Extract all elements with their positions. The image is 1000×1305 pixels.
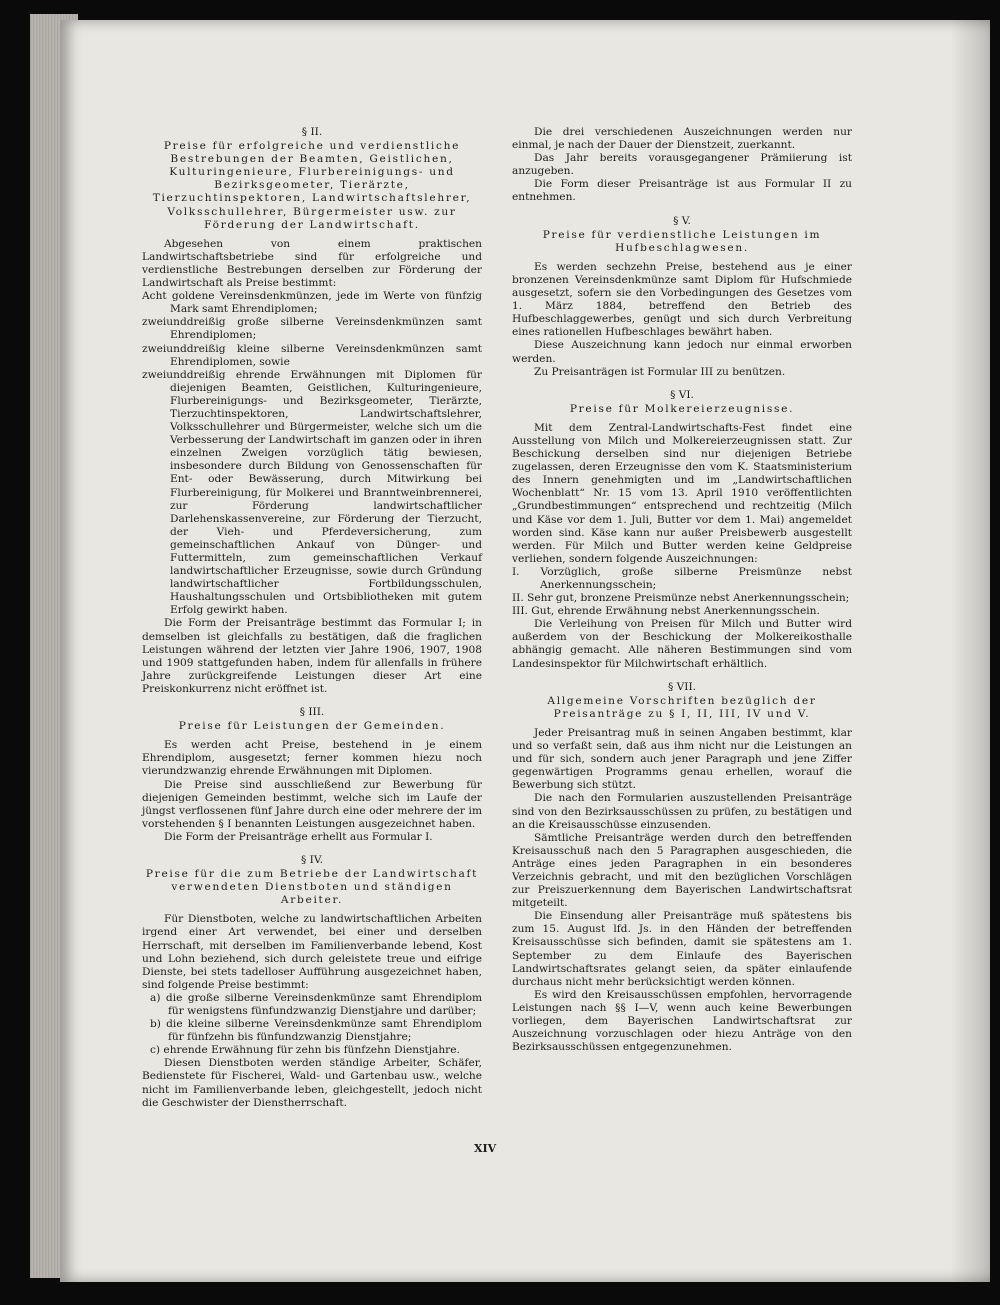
section-title: Preise für die zum Betriebe der Landwirtschaft verwendeten Dienstboten und ständigen Arbeiter. [145, 868, 479, 907]
list-item: II. Sehr gut, bronzene Preismünze nebst Anerkennungsschein; [512, 592, 850, 605]
paragraph: Die Einsendung aller Preisanträge muß spätestens bis zum 15. August lfd. Js. in den Händen der betreffenden Kreisausschüsse sich befinden, damit sie spätestens am 1. September zu dem Einlaufe des Bayerischen Landwirtschaftsrates gelangt seien, da später einlaufende durchaus nicht mehr berücksichtigt werden können. [512, 910, 852, 988]
paragraph: Sämtliche Preisanträge werden durch den betreffenden Kreisausschuß nach den 5 Paragraphen ausgeschieden, die Anträge eines jeden Paragraphen in ein besonderes Verzeichnis gebracht, und mit den bezüglichen Vorschlägen zur Preiszuerkennung dem Bayerischen Landwirtschaftsrat mitgeteilt. [512, 831, 852, 910]
paragraph: Es werden sechzehn Preise, bestehend aus je einer bronzenen Vereinsdenkmünze samt Diplom für Hufschmiede ausgesetzt, sofern sie den Vorbedingungen des Gesetzes vom 1. März 1884, betreffend den Betrieb des Hufbeschlaggewerbes, genügt und sich durch Verbreitung eines rationellen Hufbeschlages bewährt haben. [512, 260, 852, 339]
list-item: III. Gut, ehrende Erwähnung nebst Anerkennungsschein. [512, 605, 820, 618]
section-number: § VII. [667, 680, 697, 693]
right-column [512, 126, 852, 1054]
section-title: Preise für Leistungen der Gemeinden. [178, 720, 446, 733]
section-title: Preise für Molkereierzeugnisse. [569, 402, 795, 415]
section-number: § VI. [670, 388, 694, 401]
paragraph: Es wird den Kreisausschüssen empfohlen, hervorragende Leistungen nach §§ I—V, wenn auch keine Bewerbungen vorliegen, dem Bayerischen Landwirtschaftsrat zur Auszeichnung vorzuschlagen oder hiezu Anträge von den Bezirksausschüssen entgegenzunehmen. [512, 988, 852, 1054]
list-item: c) ehrende Erwähnung für zehn bis fünfzehn Dienstjahre. [150, 1044, 460, 1057]
list-item: Acht goldene Vereinsdenkmünzen, jede im Werte von fünfzig Mark samt Ehrendiplomen; [142, 290, 482, 316]
section-title: Allgemeine Vorschriften bezüglich der Preisanträge zu § I, II, III, IV und V. [547, 694, 817, 720]
section-title: Preise für verdienstliche Leistungen im Hufbeschlagwesen. [542, 228, 822, 254]
paragraph: Abgesehen von einem praktischen Landwirtschaftsbetriebe sind für erfolgreiche und verdienstliche Bestrebungen derselben zur Förderung der Landwirtschaft als Preise bestimmt: [142, 237, 482, 290]
list-item: zweiunddreißig große silberne Vereinsdenkmünzen samt Ehrendiplomen; [142, 316, 482, 342]
paragraph: Die Form dieser Preisanträge ist aus Formular II zu entnehmen. [512, 178, 852, 204]
section-number: § III. [299, 706, 325, 719]
paragraph: Diesen Dienstboten werden ständige Arbeiter, Schäfer, Bedienstete für Fischerei, Wald- und Gartenbau usw., welche nicht im Familienverbande leben, gleichgestellt, jedoch nicht die Geschwister der Dienstherrschaft. [142, 1057, 482, 1109]
paragraph: Jeder Preisantrag muß in seinen Angaben bestimmt, klar und so verfaßt sein, daß aus ihm nicht nur die Leistungen an und für sich, sondern auch jener Paragraph und jene Ziffer gegenwärtigen Programms genau erhellen, worauf die Bewerbung sich stützt. [512, 726, 852, 792]
paragraph: Die Verleihung von Preisen für Milch und Butter wird außerdem von der Beschickung der Molkereikosthalle abhängig gemacht. Alle näheren Bestimmungen sind vom Landesinspektor für Milchwirtschaft erhältlich. [512, 618, 852, 670]
paragraph: Für Dienstboten, welche zu landwirtschaftlichen Arbeiten irgend einer Art verwendet, bei einer und derselben Herrschaft, mit derselben im Familienverbande lebend, Kost und Lohn beziehend, sich durch geleistete treue und eifrige Dienste, bei stets tadelloser Aufführung ausgezeichnet haben, sind folgende Preise bestimmt: [142, 913, 482, 991]
list-item: zweiunddreißig ehrende Erwähnungen mit Diplomen für diejenigen Beamten, Geistlichen, Kulturingenieure, Flurbereinigungs- und Bezirksgeometer, Tierärzte, Tierzuchtinspektoren, Landwirtschaftslehrer, Volksschullehrer und Bürgermeister, welche sich um die Verbesserung der Landwirtschaft im ganzen oder in ihren einzelnen Zweigen vorzüglich tätig bewiesen, insbesondere durch Bildung von Genossenschaften für Ent- oder Bewässerung, durch Mitwirkung bei Flurbereinigung, für Molkerei und Branntweinbrennerei, zur Förderung landwirtschaftlicher Darlehenskassenvereine, zur Förderung der Tierzucht, der Vieh- und Pferdeversicherung, zum gemeinschaftlichen Ankauf von Dünger- und Futtermitteln, zum gemeinschaftlichen Verkauf landwirtschaftlicher Erzeugnisse, sowie durch Gründung landwirtschaftlicher Fortbildungsschulen, Haushaltungsschulen und Ortsbibliotheken mit gutem Erfolg gewirkt haben. [142, 368, 482, 617]
paragraph: Die drei verschiedenen Auszeichnungen werden nur einmal, je nach der Dauer der Dienstzeit, zuerkannt. [512, 126, 852, 152]
list-item: zweiunddreißig kleine silberne Vereinsdenkmünzen samt Ehrendiplomen, sowie [142, 342, 482, 368]
section-number: § V. [673, 214, 691, 227]
list-item: b) die kleine silberne Vereinsdenkmünze samt Ehrendiplom für fünfzehn bis fünfundzwanzig Dienstjahre; [150, 1018, 482, 1044]
page-shadow [950, 20, 990, 1282]
section-number: § II. [301, 126, 323, 138]
list-item: I. Vorzüglich, große silberne Preismünze nebst Anerkennungsschein; [512, 565, 852, 591]
paragraph: Es werden acht Preise, bestehend in je einem Ehrendiplom, ausgesetzt; ferner kommen hiezu noch vierundzwanzig ehrende Erwähnungen mit Diplomen. [142, 739, 482, 778]
section-number: § IV. [300, 853, 323, 866]
paragraph: Die Preise sind ausschließend zur Bewerbung für diejenigen Gemeinden bestimmt, welche sich im Laufe der jüngst verflossenen fünf Jahre durch eine oder mehrere der im vorstehenden § I benannten Leistungen ausgezeichnet haben. [142, 778, 482, 830]
paragraph: Zu Preisanträgen ist Formular III zu benützen. [534, 365, 786, 378]
paragraph: Mit dem Zentral-Landwirtschafts-Fest findet eine Ausstellung von Milch und Molkereierzeugnissen statt. Zur Beschickung derselben sind nur diejenigen Betriebe zugelassen, deren Erzeugnisse den vom K. Staatsministerium des Innern genehmigten und im „Landwirtschaftlichen Wochenblatt“ Nr. 15 vom 13. April 1910 veröffentlichten „Grundbestimmungen“ entsprechend und rechtzeitig (Milch und Käse vor dem 1. Juli, Butter vor dem 1. Mai) angemeldet worden sind. Käse kann nur außer Preisbewerb ausgestellt werden. Für Milch und Butter werden keine Geldpreise verliehen, sondern folgende Auszeichnungen: [512, 421, 852, 565]
paragraph: Die Form der Preisanträge bestimmt das Formular I; in demselben ist gleichfalls zu bestätigen, daß die fraglichen Leistungen während der letzten vier Jahre 1906, 1907, 1908 und 1909 stattgefunden haben, indem für allenfalls in frühere Jahre zurückgreifende Leistungen dieser Art eine Preiskonkurrenz nicht eröffnet ist. [142, 617, 482, 695]
page-number: XIV [474, 1142, 497, 1155]
list-item: a) die große silberne Vereinsdenkmünze samt Ehrendiplom für wenigstens fünfundzwanzig Dienstjahre und darüber; [150, 991, 482, 1017]
paragraph: Das Jahr bereits vorausgegangener Prämiierung ist anzugeben. [512, 152, 852, 178]
paragraph: Die Form der Preisanträge erhellt aus Formular I. [164, 830, 433, 843]
section-title: Preise für erfolgreiche und verdienstliche Bestrebungen der Beamten, Geistlichen, Kulturingenieure, Flurbereinigungs- und Bezirksgeometer, Tierärzte, Tierzuchtinspektoren, Landwirtschaftslehrer, Volksschullehrer, Bürgermeister usw. zur Förderung der Landwirtschaft. [152, 140, 472, 231]
left-column [142, 126, 482, 1110]
paragraph: Die nach den Formularien auszustellenden Preisanträge sind von den Bezirksausschüssen zu prüfen, zu bestätigen und an die Kreisausschüsse einzusenden. [512, 792, 852, 831]
paragraph: Diese Auszeichnung kann jedoch nur einmal erworben werden. [512, 339, 852, 365]
